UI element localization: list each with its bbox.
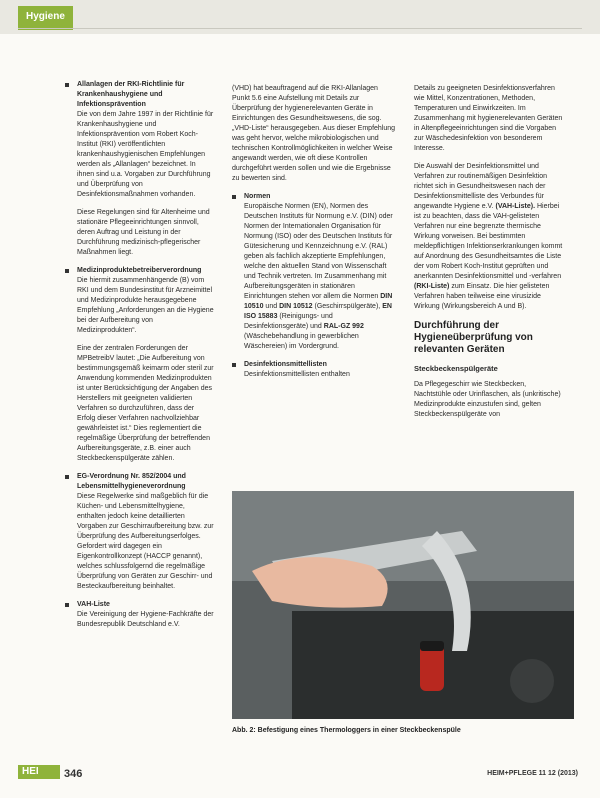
text-run: und xyxy=(265,303,278,310)
paragraph: Details zu geeigneten Desinfektionsverfahren wie Mittel, Konzentrationen, Methoden, Temperaturen und Einwirkzeiten. Im Zusammenhang mit hygienerelevanten Geräten in Altenpflegeeinrichtungen sind die Vorgaben zur Wäschedesinfektion von besonderem Interesse. xyxy=(414,85,563,152)
paragraph: Die hiermit zusammenhängende (B) vom RKI und dem Bundesinstitut für Arzneimittel und Medizinprodukte herausgegebene Empfehlung „Anforderungen an die Hygiene bei der Aufbereitung von Medizinprodukten“. xyxy=(77,277,214,334)
figure-caption: Abb. 2: Befestigung eines Thermologgers in einer Steckbeckenspüle xyxy=(232,727,461,734)
paragraph: Die von dem Jahre 1997 in der Richtlinie für Krankenhaushygiene und Infektionsprävention vom Robert Koch-Institut (RKI) veröffentlichten krankenhaushygienischen Empfehlungen werden als „Allanlagen“ bezeichnet. In ihnen sind u.a. Vorgaben zur Durchführung und Überprüfung von Desinfektionsmaßnahmen vorhanden. xyxy=(77,111,214,198)
section-heading: Durchführung der Hygieneüberprüfung von relevanten Geräten xyxy=(414,320,533,355)
figure-photo xyxy=(232,491,574,719)
paragraph xyxy=(414,162,564,312)
footer-logo xyxy=(18,765,60,779)
column-right xyxy=(414,84,564,428)
section-tab xyxy=(18,6,73,30)
text-run: (Geschirrspülgeräte), xyxy=(314,303,381,310)
paragraph: Die Vereinigung der Hygiene-Fachkräfte der Bundesrepublik Deutschland e.V. xyxy=(77,611,214,628)
norm-ref: DIN 10510 xyxy=(244,293,393,310)
bullet-icon xyxy=(232,363,236,367)
item-title: Allanlagen der RKI-Richtlinie für Krankenhaushygiene und Infektionsprävention xyxy=(77,81,185,108)
norm-ref: RAL-GZ 992 xyxy=(323,323,364,330)
photo-logger-cap xyxy=(420,641,444,651)
page-number: 346 xyxy=(64,768,83,780)
photo-drain xyxy=(510,659,554,703)
list-item xyxy=(65,600,214,630)
list-ref: (VAH-Liste). xyxy=(495,203,536,210)
list-item xyxy=(232,360,396,380)
bullet-icon xyxy=(232,195,236,199)
text-run: Hierbei ist zu beachten, dass die VAH-gelisteten Verfahren nur eine begrenzte thermische Wirkung vorweisen. Bei bestimmten meldepflichtigen Infektionserkrankungen kommt auf Anordnung des Gesundheitsamtes die Liste der vom Robert Koch-Institut geprüften und anerkannten Desinfektionsmittel und -verfahren xyxy=(414,203,563,280)
item-title: Medizinproduktebetreiberverordnung xyxy=(77,267,202,274)
journal-reference: HEIM+PFLEGE 11 12 (2013) xyxy=(487,770,578,777)
paragraph xyxy=(244,202,396,352)
norm-ref: EN ISO 15883 xyxy=(244,303,392,320)
bullet-icon xyxy=(65,269,69,273)
bullet-icon xyxy=(65,475,69,479)
text-run: Die Auswahl der Desinfektionsmittel und Verfahren zur routinemäßigen Desinfektion richtet sich in Gesundheitswesen nach der Desinfektionsmittelliste des Verbundes für angewandte Hygiene e.V. xyxy=(414,163,548,210)
column-left xyxy=(65,80,214,638)
list-item xyxy=(232,192,396,352)
item-title: EG-Verordnung Nr. 852/2004 und Lebensmittelhygieneverordnung xyxy=(77,473,186,490)
text-run: zum Einsatz. Die hier gelisteten Verfahren haben teilweise eine virusizide Wirkung (Wirkungsbereich A und B). xyxy=(414,283,550,310)
list-item xyxy=(65,80,214,258)
header-rule xyxy=(18,28,582,29)
paragraph: Diese Regelwerke sind maßgeblich für die Küchen- und Lebensmittelhygiene, enthalten jedoch keine detaillierten Vorgaben zur Geschirraufbereitung bzw. zur Überprüfung des Aufbereitungserfolges. Gefordert wird dagegen ein Eigenkontrollkonzept (HACCP genannt), welches schlussfolgernd die regelmäßige Überprüfung von Geräten zur Geschirr- und Besteckaufbereitung beinhaltet. xyxy=(77,493,214,590)
list-ref: (RKI-Liste) xyxy=(414,283,450,290)
bullet-icon xyxy=(65,603,69,607)
text-run: (Wäschebehandlung in gewerblichen Wäschereien) im Vordergrund. xyxy=(244,333,359,350)
text-run: (Reinigungs- und Desinfektionsgeräte) und xyxy=(244,313,333,330)
list-item xyxy=(65,266,214,464)
paragraph: (VHD) hat beauftragend auf die RKI-Allanlagen Punkt 5.6 eine Aufstellung mit Details zur Überprüfung der hygienerelevanten Geräte in Einrichtungen des Gesundheitswesens, die sog. „VHD-Liste“ herausgegeben. Aus dieser Empfehlung was geht hervor, welche mikrobiologischen und technischen Kontrollmöglichkeiten in welcher Weise angewandt werden, wie oft diese Kontrollen durchgeführt werden sollen und wie die Ergebnisse zu bewerten sind. xyxy=(232,85,396,182)
paragraph: Desinfektionsmittellisten enthalten xyxy=(244,371,350,378)
paragraph: Eine der zentralen Forderungen der MPBetreibV lautet: „Die Aufbereitung von bestimmungsgemäß keimarm oder steril zur Anwendung kommenden Medizinprodukten ist unter Berücksichtigung der Angaben des Herstellers mit geeigneten validierten Verfahren so durchzuführen, dass der Erfolg dieser Verfahren nachvollziehbar gewährleistet ist.“ Dies reglementiert die regelmäßige Überprüfung der betreffenden Aufbereitungsgeräte, z.B. einer auch Steckbeckenspülgeräte zählen. xyxy=(77,345,214,462)
item-title: Normen xyxy=(244,193,271,200)
item-title: Desinfektionsmittellisten xyxy=(244,361,327,368)
subsection-heading: Steckbeckenspülgeräte xyxy=(414,364,498,373)
norm-ref: DIN 10512 xyxy=(279,303,313,310)
list-item xyxy=(65,472,214,592)
column-middle xyxy=(232,84,396,388)
paragraph: Diese Regelungen sind für Altenheime und stationäre Pflegeeinrichtungen sinnvoll, deren Auftrag und Leistung in der Durchführung medizinisch-pflegerischer Maßnahmen liegt. xyxy=(77,209,210,256)
item-title: VAH-Liste xyxy=(77,601,110,608)
paragraph: Da Pflegegeschirr wie Steckbecken, Nachtstühle oder Urinflaschen, als (unkritische) Medizinprodukte einzustufen sind, gelten Steckbeckenspülgeräte von xyxy=(414,381,561,418)
section-label: Hygiene xyxy=(26,11,65,22)
logo-text: HEI xyxy=(22,766,39,777)
bullet-icon xyxy=(65,83,69,87)
photo-illustration xyxy=(232,491,574,719)
text-run: Europäische Normen (EN), Normen des Deutschen Instituts für Normung e.V. (DIN) oder Normen der Internationalen Organisation für Normung (ISO) oder des Deutschen Instituts für Gütesicherung und Kennzeichnung e.V. (RAL) geben als fachlich akzeptierte Empfehlungen, welche den aktuellen Stand von Wissenschaft und Technik vertreten. Im Zusammenhang mit Aufbereitungsgeräten in stationären Einrichtungen stehen vor allem die Normen xyxy=(244,203,393,300)
